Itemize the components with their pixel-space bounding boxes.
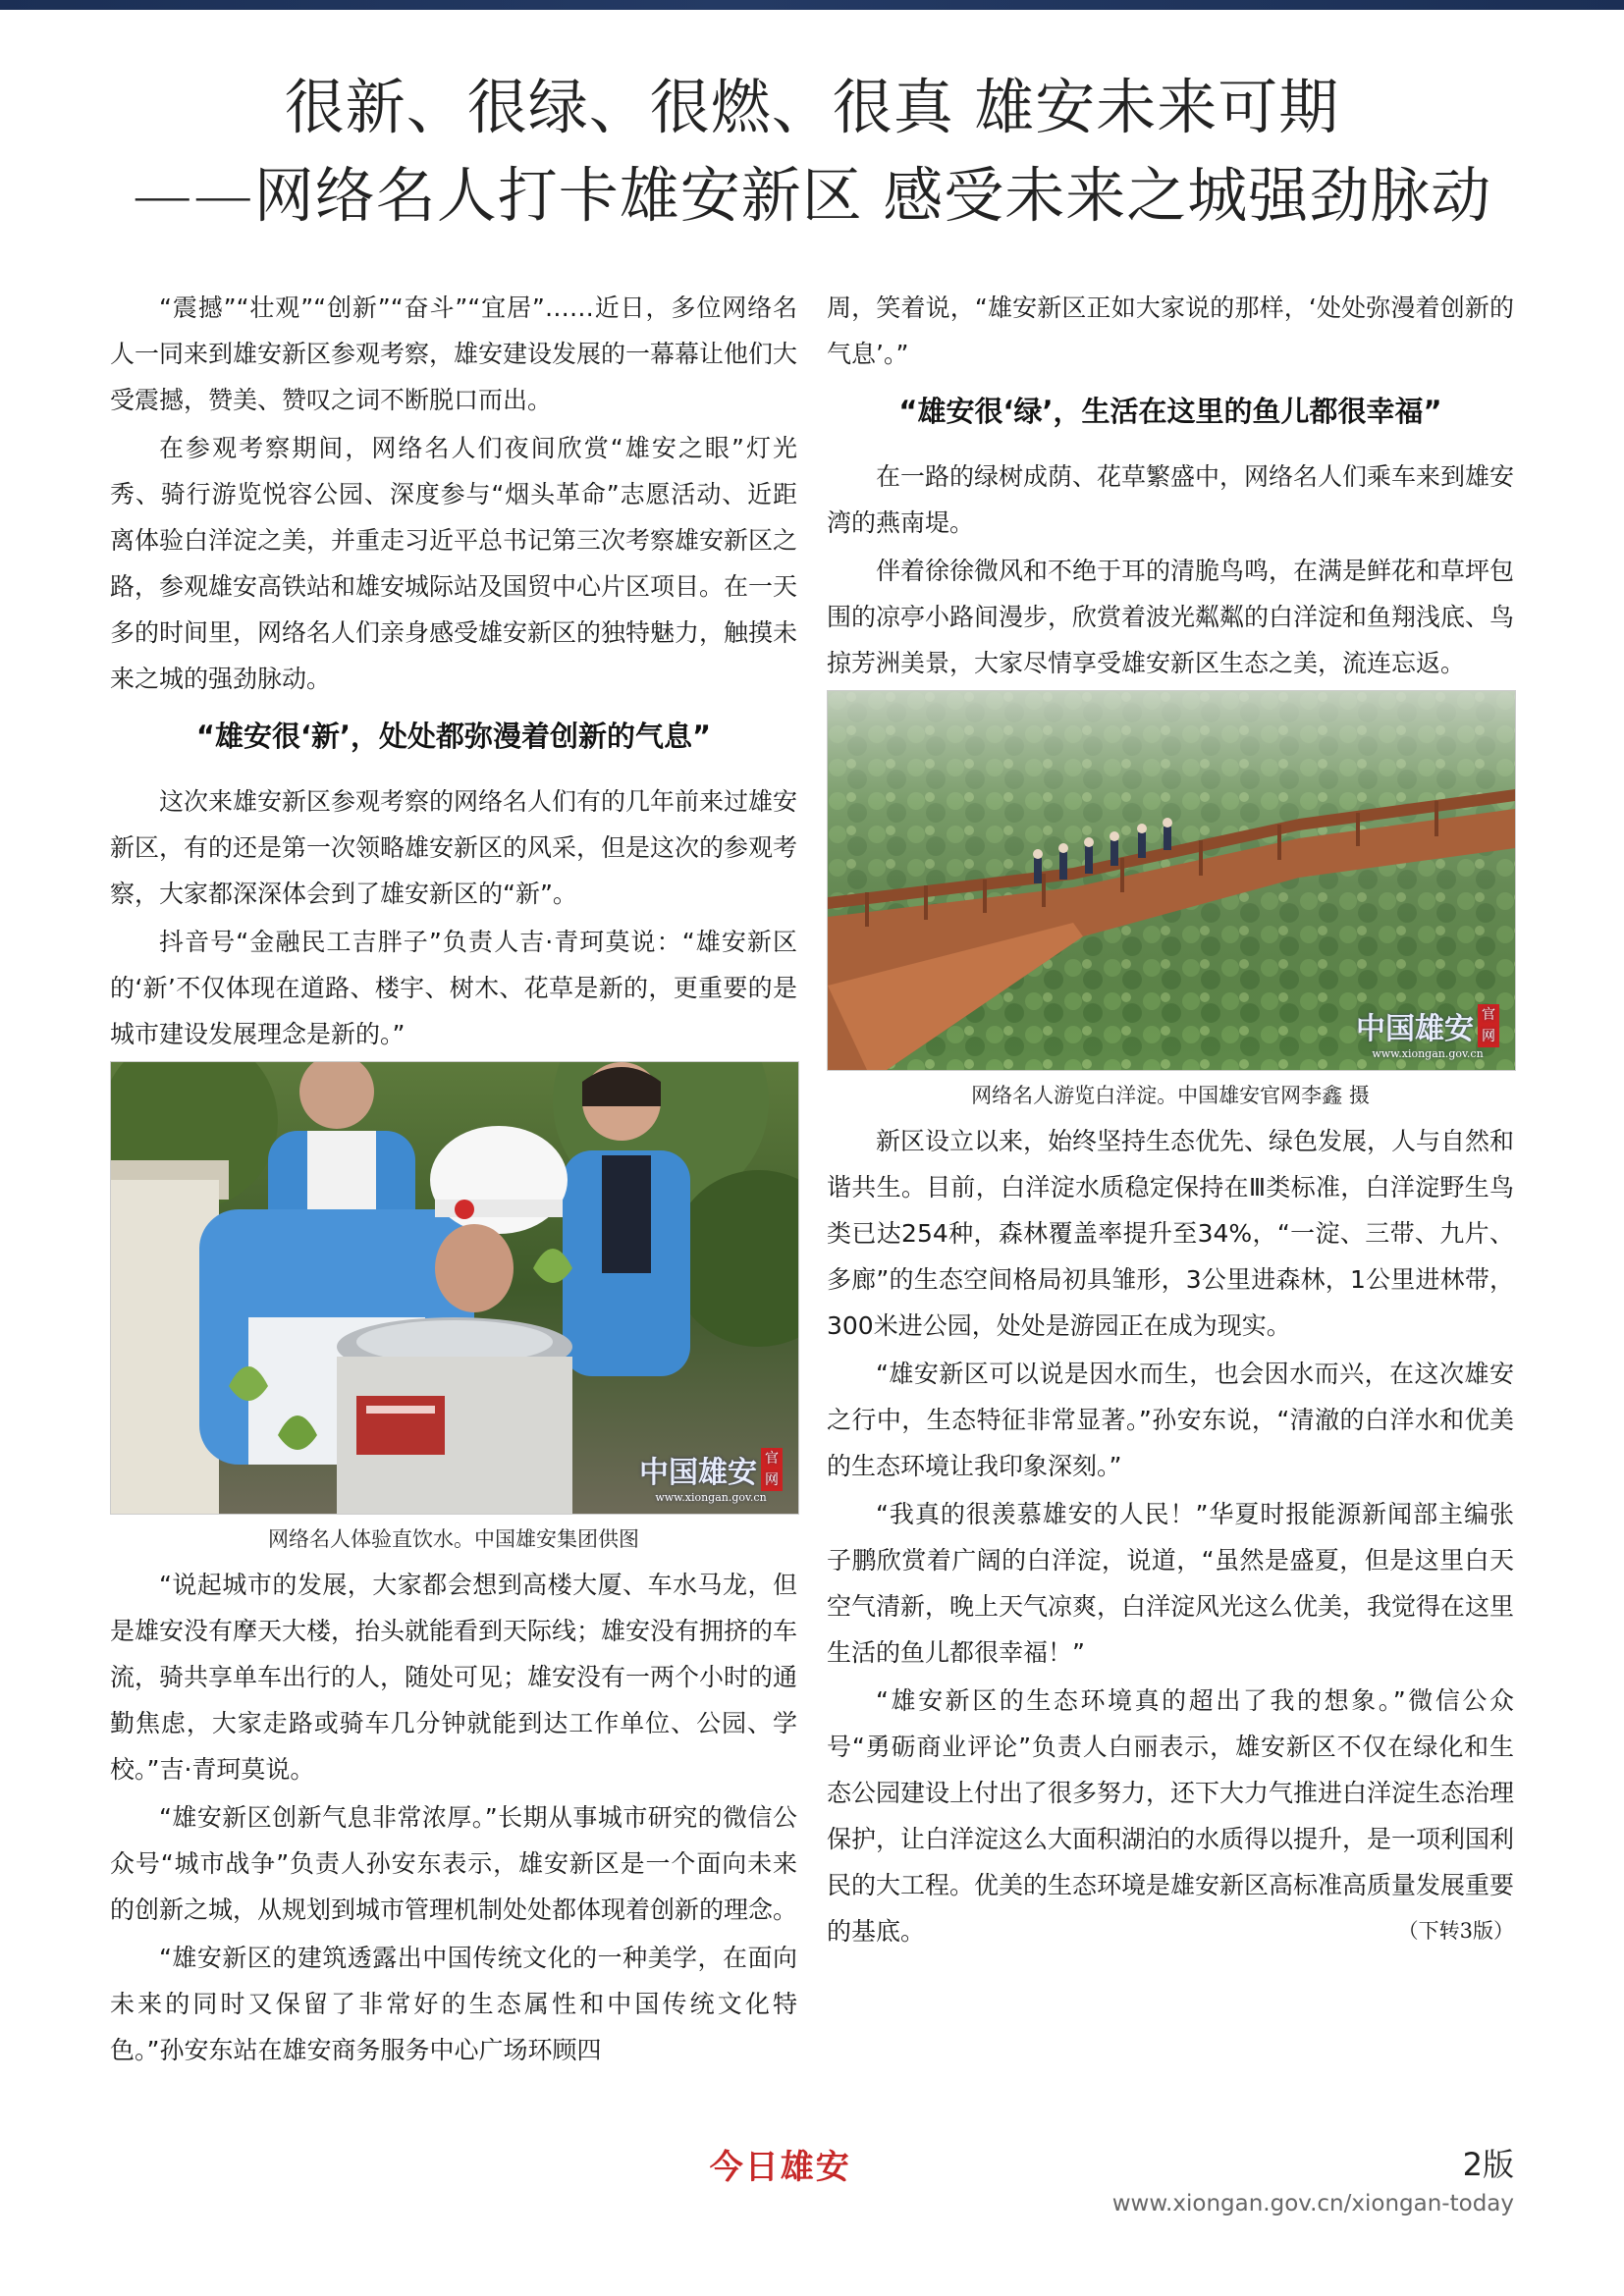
section-heading: “雄安很‘绿’，生活在这里的鱼儿都很幸福” xyxy=(898,395,1442,428)
paragraph: “我真的很羡慕雄安的人民！”华夏时报能源新闻部主编张子鹏欣赏着广阔的白洋淀，说道，“虽然是盛夏，但是这里白天空气清新，晚上天气凉爽，白洋淀风光这么优美，我觉得在这里生活的鱼儿都很幸福！” xyxy=(827,1500,1515,1667)
photo-caption: 网络名人游览白洋淀。中国雄安官网李鑫 摄 xyxy=(971,1084,1370,1107)
paragraph-text: “雄安新区的生态环境真的超出了我的想象。”微信公众号“勇砺商业评论”负责人白丽表示，雄安新区不仅在绿化和生态公园建设上付出了很多努力，还下大力气推进白洋淀生态治理保护，让白洋淀这么大面积湖泊的水质得以提升，是一项利国利民的大工程。优美的生态环境是雄安新区高标准高质量发展重要的基底。 xyxy=(827,1686,1515,1946)
brand-logo: 今日雄安 xyxy=(709,2148,851,2187)
watermark-logo: 中国雄安 官网 www.xiongan.gov.cn xyxy=(1356,1004,1499,1060)
top-bar xyxy=(0,0,1624,10)
headline: 很新、很绿、很燃、很真 雄安未来可期 xyxy=(284,73,1340,142)
paragraph: 新区设立以来，始终坚持生态优先、绿色发展，人与自然和谐共生。目前，白洋淀水质稳定保持在Ⅲ类标准，白洋淀野生鸟类已达254种，森林覆盖率提升至34%，“一淀、三带、九片、多廊”的生态空间格局初具雏形，3公里进森林，1公里进林带，300米进公园，处处是游园正在成为现实。 xyxy=(827,1127,1515,1340)
paragraph: 周，笑着说，“雄安新区正如大家说的那样，‘处处弥漫着创新的气息’。” xyxy=(827,294,1514,368)
photo-baiyangdian xyxy=(827,690,1516,1071)
section-heading: “雄安很‘新’，处处都弥漫着创新的气息” xyxy=(195,720,712,753)
paragraph: “雄安新区的建筑透露出中国传统文化的一种美学，在面向未来的同时又保留了非常好的生态属性和中国传统文化特色。”孙安东站在雄安商务服务中心广场环顾四 xyxy=(110,1944,797,2064)
right-column xyxy=(827,285,1514,1956)
paragraph: 伴着徐徐微风和不绝于耳的清脆鸟鸣，在满是鲜花和草坪包围的凉亭小路间漫步，欣赏着波光粼粼的白洋淀和鱼翔浅底、鸟掠芳洲美景，大家尽情享受雄安新区生态之美，流连忘返。 xyxy=(827,557,1515,677)
paragraph: 抖音号“金融民工吉胖子”负责人吉·青珂莫说：“雄安新区的‘新’不仅体现在道路、楼宇、树木、花草是新的，更重要的是城市建设发展理念是新的。” xyxy=(110,928,797,1048)
paragraph: “雄安新区创新气息非常浓厚。”长期从事城市研究的微信公众号“城市战争”负责人孙安东表示，雄安新区是一个面向未来的创新之城，从规划到城市管理机制处处都体现着创新的理念。 xyxy=(110,1803,798,1924)
left-column xyxy=(110,285,797,2075)
continued-note: （下转3版） xyxy=(1397,1919,1514,1943)
subheadline: ——网络名人打卡雄安新区 感受未来之城强劲脉动 xyxy=(132,161,1492,231)
footer xyxy=(709,2140,1514,2216)
watermark-logo: 中国雄安 官网 www.xiongan.gov.cn xyxy=(639,1448,783,1504)
paragraph: “说起城市的发展，大家都会想到高楼大厦、车水马龙，但是雄安没有摩天大楼，抬头就能看到天际线；雄安没有拥挤的车流，骑共享单车出行的人，随处可见；雄安没有一两个小时的通勤焦虑，大家走路或骑车几分钟就能到达工作单位、公园、学校。”吉·青珂莫说。 xyxy=(110,1571,798,1784)
paragraph: “震撼”“壮观”“创新”“奋斗”“宜居”……近日，多位网络名人一同来到雄安新区参观考察，雄安建设发展的一幕幕让他们大受震撼，赞美、赞叹之词不断脱口而出。 xyxy=(110,294,798,414)
paragraph: “雄安新区可以说是因水而生，也会因水而兴，在这次雄安之行中，生态特征非常显著。”孙安东说，“清澈的白洋水和优美的生态环境让我印象深刻。” xyxy=(827,1360,1514,1480)
paragraph xyxy=(827,1678,1514,1954)
photo-caption: 网络名人体验直饮水。中国雄安集团供图 xyxy=(268,1527,639,1551)
photo-drinking-water xyxy=(110,1061,799,1515)
footer-url[interactable]: www.xiongan.gov.cn/xiongan-today xyxy=(1111,2191,1514,2216)
paragraph: 在一路的绿树成荫、花草繁盛中，网络名人们乘车来到雄安湾的燕南堤。 xyxy=(827,462,1515,537)
paragraph: 这次来雄安新区参观考察的网络名人们有的几年前来过雄安新区，有的还是第一次领略雄安新区的风采，但是这次的参观考察，大家都深深体会到了雄安新区的“新”。 xyxy=(110,787,798,908)
photo-illustration xyxy=(111,1062,798,1514)
paragraph: 在参观考察期间，网络名人们夜间欣赏“雄安之眼”灯光秀、骑行游览悦容公园、深度参与“烟头革命”志愿活动、近距离体验白洋淀之美，并重走习近平总书记第三次考察雄安新区之路，参观雄安高铁站和雄安城际站及国贸中心片区项目。在一天多的时间里，网络名人们亲身感受雄安新区的独特魅力，触摸未来之城的强劲脉动。 xyxy=(110,434,798,693)
page-number: 2版 xyxy=(1462,2146,1514,2183)
